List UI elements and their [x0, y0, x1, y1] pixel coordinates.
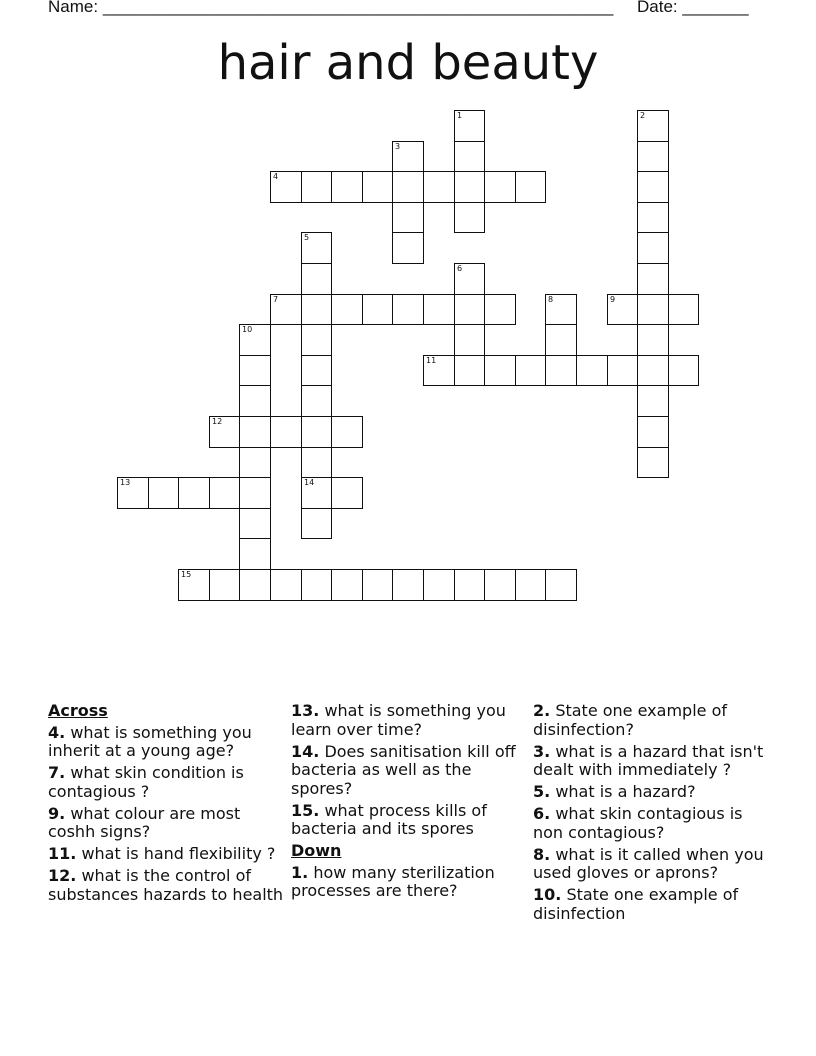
crossword-cell[interactable] — [301, 324, 332, 356]
cell-number: 15 — [181, 570, 192, 579]
clue-down-1: 1. how many sterilization processes are there? — [291, 862, 495, 900]
down-heading: Down — [291, 841, 342, 860]
cell-number: 2 — [640, 111, 646, 120]
crossword-cell[interactable] — [637, 110, 669, 142]
cell-number: 14 — [304, 478, 315, 487]
crossword-cell[interactable] — [637, 202, 669, 233]
crossword-cell[interactable] — [423, 569, 455, 601]
crossword-cell[interactable] — [239, 355, 271, 386]
date-label: Date: — [637, 0, 678, 16]
crossword-cell[interactable] — [301, 477, 332, 509]
crossword-cell[interactable] — [637, 447, 669, 478]
crossword-cell[interactable] — [331, 416, 363, 448]
crossword-cell[interactable] — [392, 294, 424, 325]
crossword-cell[interactable] — [239, 569, 271, 601]
crossword-cell[interactable] — [423, 294, 455, 325]
cell-number: 11 — [426, 356, 437, 365]
crossword-cell[interactable] — [239, 324, 271, 356]
crossword-cell[interactable] — [484, 355, 516, 386]
cell-number: 8 — [548, 295, 554, 304]
crossword-cell[interactable] — [607, 294, 638, 325]
crossword-cell[interactable] — [209, 416, 240, 448]
clue-down-10: 10. State one example of disinfection — [533, 885, 739, 923]
cell-number: 6 — [457, 264, 463, 273]
crossword-cell[interactable] — [270, 171, 302, 203]
clue-across-9: 9. what colour are most coshh signs? — [48, 803, 241, 841]
crossword-cell[interactable] — [301, 569, 332, 601]
clue-across-7: 7. what skin condition is contagious ? — [48, 763, 244, 801]
crossword-cell[interactable] — [392, 171, 424, 203]
crossword-cell[interactable] — [454, 110, 485, 142]
crossword-cell[interactable] — [148, 477, 179, 509]
crossword-cell[interactable] — [362, 171, 393, 203]
crossword-cell[interactable] — [454, 202, 485, 233]
crossword-cell[interactable] — [239, 416, 271, 448]
crossword-cell[interactable] — [301, 385, 332, 417]
cell-number: 5 — [304, 233, 310, 242]
crossword-cell[interactable] — [270, 294, 302, 325]
crossword-cell[interactable] — [515, 355, 546, 386]
clue-across-12: 12. what is the control of substances hazards to health — [48, 866, 284, 904]
crossword-cell[interactable] — [178, 477, 210, 509]
crossword-cell[interactable] — [239, 385, 271, 417]
crossword-cell[interactable] — [545, 355, 577, 386]
crossword-cell[interactable] — [239, 538, 271, 570]
crossword-cell[interactable] — [209, 569, 240, 601]
clue-across-14: 14. Does sanitisation kill off bacteria as well as the spores? — [291, 741, 516, 798]
crossword-cell[interactable] — [454, 171, 485, 203]
crossword-cell[interactable] — [362, 294, 393, 325]
crossword-cell[interactable] — [484, 171, 516, 203]
across-heading: Across — [48, 701, 108, 720]
crossword-cell[interactable] — [331, 569, 363, 601]
cell-number: 9 — [610, 295, 616, 304]
crossword-cell[interactable] — [637, 263, 669, 295]
cell-number: 10 — [242, 325, 253, 334]
crossword-cell[interactable] — [454, 294, 485, 325]
clue-down-5: 5. what is a hazard? — [533, 782, 696, 801]
crossword-cell[interactable] — [637, 232, 669, 264]
clue-down-8: 8. what is it called when you used gloves or aprons? — [533, 844, 764, 882]
page-title: hair and beauty — [217, 35, 599, 91]
crossword-cell[interactable] — [454, 324, 485, 356]
clue-across-15: 15. what process kills of bacteria and its spores — [291, 800, 487, 838]
crossword-cell[interactable] — [423, 171, 455, 203]
crossword-cell[interactable] — [545, 569, 577, 601]
crossword-cell[interactable] — [454, 263, 485, 295]
clue-down-6: 6. what skin contagious is non contagious? — [533, 804, 743, 842]
crossword-cell[interactable] — [392, 141, 424, 172]
crossword-cell[interactable] — [576, 355, 608, 386]
crossword-cell[interactable] — [454, 569, 485, 601]
crossword-cell[interactable] — [454, 141, 485, 172]
crossword-cell[interactable] — [301, 294, 332, 325]
crossword-cell[interactable] — [484, 569, 516, 601]
crossword-cell[interactable] — [178, 569, 210, 601]
clue-column-1 — [48, 702, 284, 908]
crossword-cell[interactable] — [301, 508, 332, 539]
clue-down-2: 2. State one example of disinfection? — [533, 701, 727, 739]
crossword-cell[interactable] — [392, 569, 424, 601]
crossword-cell[interactable] — [484, 294, 516, 325]
crossword-cell[interactable] — [637, 294, 669, 325]
cell-number: 3 — [395, 142, 401, 151]
crossword-cell[interactable] — [301, 263, 332, 295]
crossword-cell[interactable] — [515, 569, 546, 601]
cell-number: 13 — [120, 478, 131, 487]
crossword-cell[interactable] — [117, 477, 149, 509]
crossword-cell[interactable] — [637, 171, 669, 203]
crossword-cell[interactable] — [331, 477, 363, 509]
crossword-cell[interactable] — [301, 447, 332, 478]
crossword-cell[interactable] — [392, 202, 424, 233]
date-blank[interactable]: _______ — [682, 0, 749, 16]
crossword-cell[interactable] — [545, 294, 577, 325]
crossword-cell[interactable] — [331, 171, 363, 203]
crossword-cell[interactable] — [362, 569, 393, 601]
crossword-cell[interactable] — [301, 355, 332, 386]
crossword-cell[interactable] — [270, 416, 302, 448]
crossword-cell[interactable] — [637, 324, 669, 356]
cell-number: 7 — [273, 295, 279, 304]
crossword-cell[interactable] — [301, 416, 332, 448]
clue-down-3: 3. what is a hazard that isn't dealt with immediately ? — [533, 741, 764, 779]
clue-across-4: 4. what is something you inherit at a young age? — [48, 722, 252, 760]
crossword-cell[interactable] — [423, 355, 455, 386]
crossword-cell[interactable] — [637, 385, 669, 417]
clue-column-2 — [291, 702, 527, 904]
crossword-cell[interactable] — [637, 355, 669, 386]
crossword-cell[interactable] — [331, 294, 363, 325]
crossword-cell[interactable] — [637, 141, 669, 172]
crossword-cell[interactable] — [515, 171, 546, 203]
crossword-cell[interactable] — [454, 355, 485, 386]
crossword-cell[interactable] — [301, 232, 332, 264]
cell-number: 1 — [457, 111, 463, 120]
name-blank[interactable]: ______________________________________________________ — [102, 0, 614, 16]
cell-number: 4 — [273, 172, 279, 181]
crossword-cell[interactable] — [545, 324, 577, 356]
crossword-cell[interactable] — [668, 355, 699, 386]
name-label: Name: — [48, 0, 99, 16]
crossword-cell[interactable] — [392, 232, 424, 264]
crossword-cell[interactable] — [668, 294, 699, 325]
crossword-cell[interactable] — [239, 508, 271, 539]
crossword-cell[interactable] — [239, 477, 271, 509]
crossword-cell[interactable] — [270, 569, 302, 601]
clue-column-3 — [533, 702, 773, 927]
clue-across-11: 11. what is hand flexibility ? — [48, 844, 276, 863]
crossword-cell[interactable] — [239, 447, 271, 478]
crossword-cell[interactable] — [301, 171, 332, 203]
crossword-cell[interactable] — [209, 477, 240, 509]
clue-across-13: 13. what is something you learn over time? — [291, 701, 506, 739]
crossword-cell[interactable] — [607, 355, 638, 386]
crossword-cell[interactable] — [637, 416, 669, 448]
cell-number: 12 — [212, 417, 223, 426]
